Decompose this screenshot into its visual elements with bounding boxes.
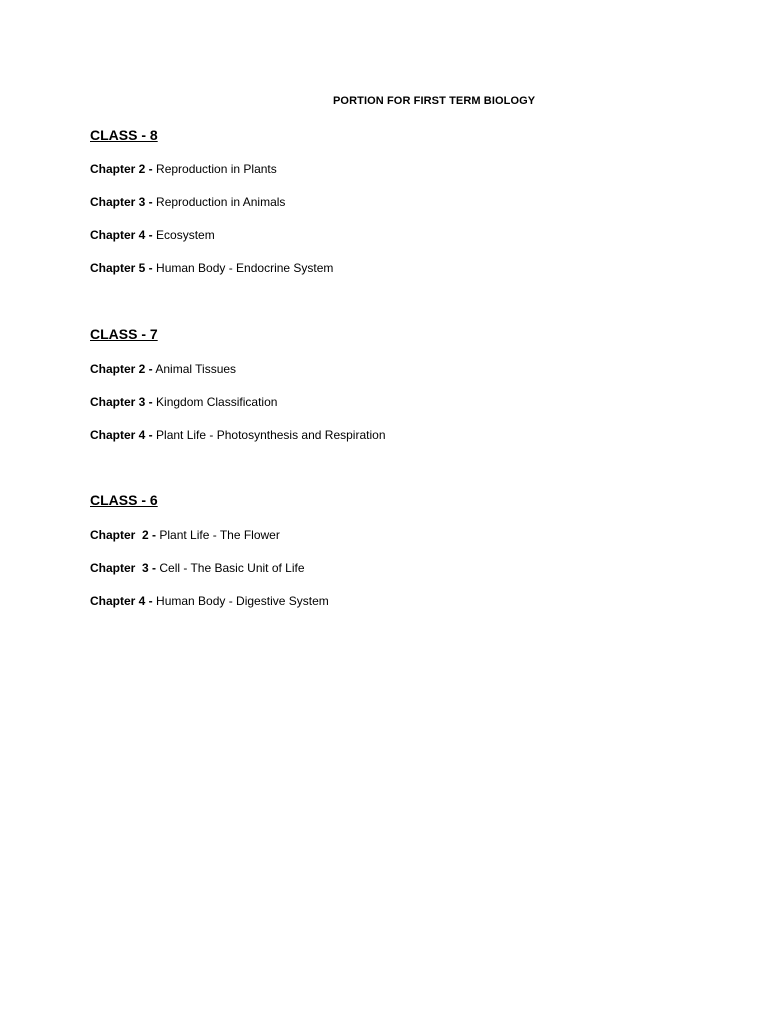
class-heading: CLASS - 7 (90, 326, 158, 342)
chapter-item (90, 594, 329, 627)
chapter-topic: Human Body - Digestive System (152, 594, 329, 608)
chapter-label: Chapter 3 - (90, 195, 153, 209)
class-heading: CLASS - 6 (90, 492, 158, 508)
chapter-item (90, 195, 333, 228)
chapter-label: Chapter 2 - (90, 362, 153, 376)
chapter-list (90, 162, 333, 294)
chapter-topic: Cell - The Basic Unit of Life (156, 561, 305, 575)
chapter-list (90, 362, 386, 461)
chapter-topic: Plant Life - Photosynthesis and Respiration (152, 428, 386, 442)
chapter-item (90, 561, 329, 594)
chapter-list (90, 528, 329, 627)
chapter-item (90, 528, 329, 561)
chapter-label: Chapter 4 - (90, 228, 153, 242)
page-title: PORTION FOR FIRST TERM BIOLOGY (333, 95, 536, 107)
chapter-item (90, 162, 333, 195)
chapter-topic: Plant Life - The Flower (156, 528, 280, 542)
chapter-item (90, 395, 386, 428)
chapter-topic: Human Body - Endocrine System (152, 261, 334, 275)
chapter-topic: Kingdom Classification (152, 395, 278, 409)
chapter-label: Chapter 2 - (90, 162, 153, 176)
section-class-7 (90, 326, 386, 461)
chapter-item (90, 228, 333, 261)
chapter-label: Chapter 5 - (90, 261, 153, 275)
section-class-8 (90, 127, 333, 294)
class-heading: CLASS - 8 (90, 127, 158, 143)
chapter-item (90, 261, 333, 294)
section-class-6 (90, 492, 329, 627)
chapter-label: Chapter 3 - (90, 561, 157, 575)
chapter-item (90, 428, 386, 461)
chapter-topic: Animal Tissues (152, 362, 237, 376)
chapter-label: Chapter 2 - (90, 528, 157, 542)
chapter-topic: Reproduction in Plants (152, 162, 277, 176)
chapter-label: Chapter 4 - (90, 594, 153, 608)
chapter-topic: Reproduction in Animals (152, 195, 286, 209)
chapter-label: Chapter 4 - (90, 428, 153, 442)
chapter-item (90, 362, 386, 395)
chapter-topic: Ecosystem (152, 228, 215, 242)
chapter-label: Chapter 3 - (90, 395, 153, 409)
